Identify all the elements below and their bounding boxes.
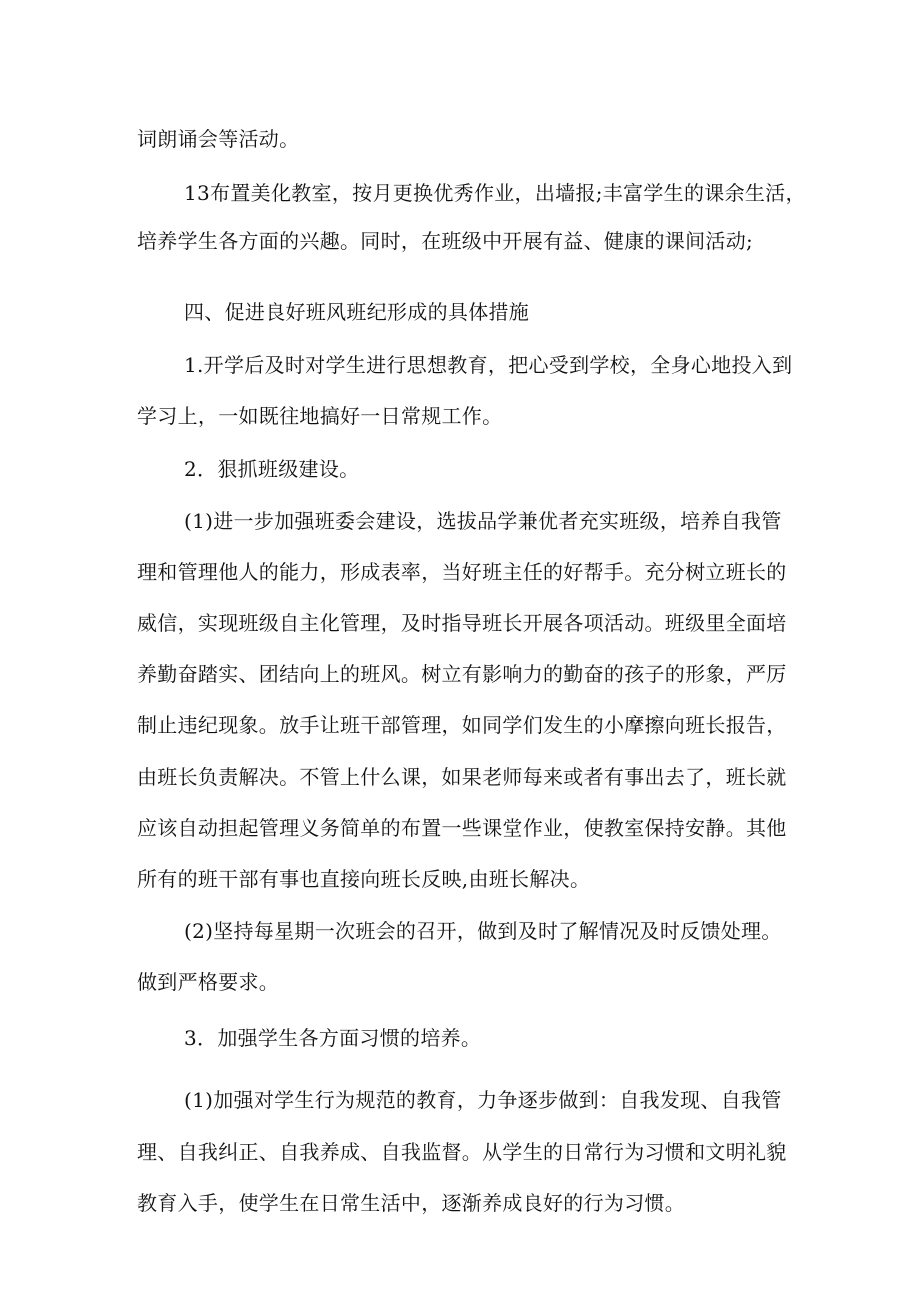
section-heading: 四、促进良好班风班纪形成的具体措施 — [184, 300, 530, 324]
text-line: 做到严格要求。 — [137, 970, 280, 994]
text-line: 理、自我纠正、自我养成、自我监督。从学生的日常行为习惯和文明礼貌 — [137, 1140, 787, 1164]
text-line: (2)坚持每星期一次班会的召开，做到及时了解情况及时反馈处理。 — [184, 919, 782, 943]
text-line: 2．狠抓班级建设。 — [184, 457, 360, 481]
text-line: 养勤奋踏实、团结向上的班风。树立有影响力的勤奋的孩子的形象，严厉 — [137, 662, 787, 686]
text-line: (1)加强对学生行为规范的教育，力争逐步做到：自我发现、自我管 — [184, 1088, 782, 1112]
text-line: 威信，实现班级自主化管理，及时指导班长开展各项活动。班级里全面培 — [137, 611, 787, 635]
text-line: 词朗诵会等活动。 — [137, 127, 300, 151]
text-line: 13布置美化教室，按月更换优秀作业，出墙报;丰富学生的课余生活， — [184, 181, 806, 205]
text-line: 教育入手，使学生在日常生活中，逐渐养成良好的行为习惯。 — [137, 1191, 686, 1215]
text-line: 应该自动担起管理义务简单的布置一些课堂作业，使教室保持安静。其他 — [137, 816, 787, 840]
text-line: 3．加强学生各方面习惯的培养。 — [184, 1026, 482, 1050]
text-line: 制止违纪现象。放手让班干部管理，如同学们发生的小摩擦向班长报告， — [137, 713, 787, 737]
text-line: 培养学生各方面的兴趣。同时，在班级中开展有益、健康的课间活动; — [137, 229, 754, 253]
text-line: 所有的班干部有事也直接向班长反映,由班长解决。 — [137, 867, 591, 891]
text-line: (1)进一步加强班委会建设，选拔品学兼优者充实班级，培养自我管 — [184, 509, 782, 533]
text-line: 由班长负责解决。不管上什么课，如果老师每来或者有事出去了，班长就 — [137, 765, 787, 789]
text-line: 1.开学后及时对学生进行思想教育，把心受到学校，全身心地投入到 — [184, 353, 793, 377]
text-line: 理和管理他人的能力，形成表率，当好班主任的好帮手。充分树立班长的 — [137, 560, 787, 584]
text-line: 学习上，一如既往地搞好一日常规工作。 — [137, 404, 503, 428]
